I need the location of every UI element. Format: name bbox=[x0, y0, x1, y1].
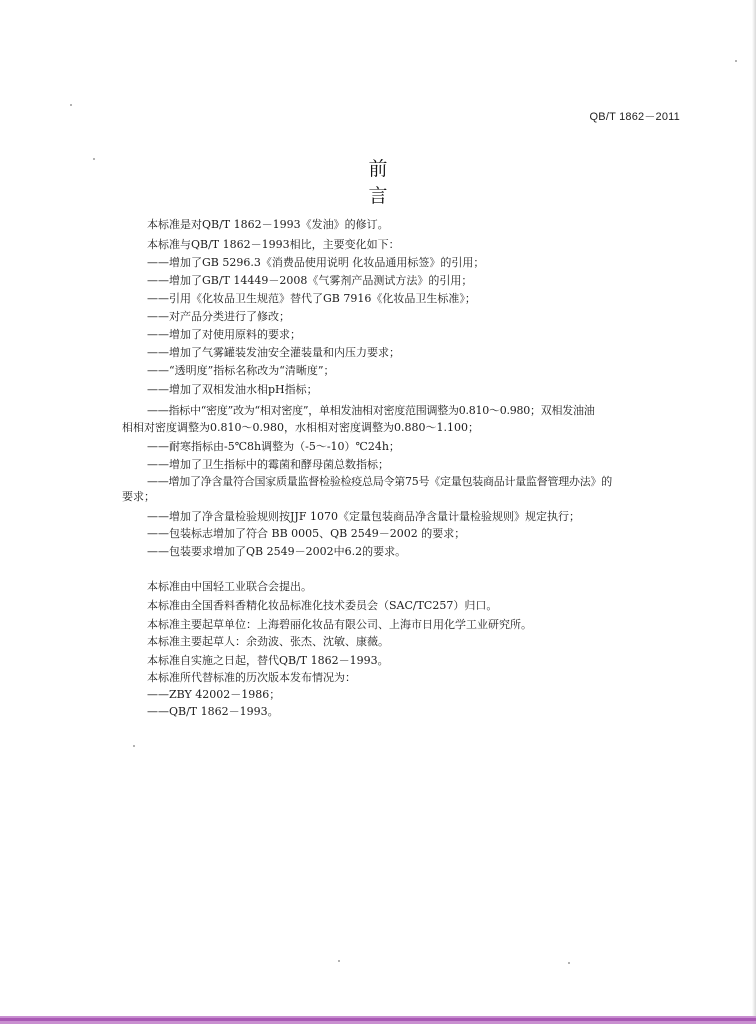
scan-speck bbox=[735, 60, 737, 62]
page-title: 前 言 bbox=[368, 158, 467, 207]
foreword-line: ——对产品分类进行了修改； bbox=[147, 310, 290, 323]
drafting-line: 本标准主要起草人：余劲波、张杰、沈敏、康薇。 bbox=[147, 635, 389, 648]
scan-speck bbox=[70, 104, 72, 106]
standard-code: QB/T 1862－2011 bbox=[589, 111, 680, 123]
drafting-line: 本标准自实施之日起，替代QB/T 1862－1993。 bbox=[147, 654, 389, 667]
scan-speck bbox=[568, 962, 570, 964]
foreword-line: ——引用《化妆品卫生规范》替代了GB 7916《化妆品卫生标准》； bbox=[147, 292, 476, 305]
drafting-line: 本标准所代替标准的历次版本发布情况为： bbox=[147, 671, 356, 684]
foreword-line: ——耐寒指标由-5℃8h调整为（-5～-10）℃24h； bbox=[147, 440, 400, 453]
foreword-line: 本标准是对QB/T 1862－1993《发油》的修订。 bbox=[147, 218, 389, 231]
foreword-line: ——增加了净含量符合国家质量监督检验检疫总局令第75号《定量包装商品计量监督管理办法》的 bbox=[147, 475, 612, 488]
foreword-line: ——指标中“密度”改为“相对密度”，单相发油相对密度范围调整为0.810～0.980；双相发油油 bbox=[147, 404, 595, 417]
scan-bottom-band-line bbox=[0, 1018, 756, 1021]
scan-speck bbox=[133, 745, 135, 747]
drafting-line: ——ZBY 42002－1986； bbox=[147, 688, 281, 701]
foreword-line: ——增加了净含量检验规则按JJF 1070《定量包装商品净含量计量检验规则》规定执行； bbox=[147, 510, 580, 523]
drafting-line: ——QB/T 1862－1993。 bbox=[147, 705, 279, 718]
foreword-line: ——增加了气雾罐装发油安全灌装量和内压力要求； bbox=[147, 346, 400, 359]
foreword-line: 本标准与QB/T 1862－1993相比，主要变化如下： bbox=[147, 238, 400, 251]
foreword-line: ——包装要求增加了QB 2549－2002中6.2的要求。 bbox=[147, 545, 407, 558]
foreword-line: ——增加了GB 5296.3《消费品使用说明 化妆品通用标签》的引用； bbox=[147, 256, 485, 269]
foreword-line: ——增加了对使用原料的要求； bbox=[147, 328, 301, 341]
scan-speck bbox=[338, 960, 340, 962]
foreword-line: ——增加了双相发油水相pH指标； bbox=[147, 383, 318, 396]
foreword-line-continuation: 要求； bbox=[122, 490, 155, 503]
drafting-line: 本标准由中国轻工业联合会提出。 bbox=[147, 580, 312, 593]
scan-edge-shadow bbox=[752, 0, 756, 1024]
drafting-line: 本标准主要起草单位：上海碧丽化妆品有限公司、上海市日用化学工业研究所。 bbox=[147, 618, 532, 631]
foreword-line: ——包装标志增加了符合 BB 0005、QB 2549－2002 的要求； bbox=[147, 527, 466, 540]
foreword-line: ——增加了GB/T 14449－2008《气雾剂产品测试方法》的引用； bbox=[147, 274, 473, 287]
drafting-line: 本标准由全国香料香精化妆品标准化技术委员会（SAC/TC257）归口。 bbox=[147, 599, 498, 612]
foreword-line: ——增加了卫生指标中的霉菌和酵母菌总数指标； bbox=[147, 458, 389, 471]
foreword-line: ——“透明度”指标名称改为“清晰度”； bbox=[147, 364, 335, 377]
foreword-line-continuation: 相相对密度调整为0.810～0.980，水相相对密度调整为0.880～1.100； bbox=[122, 421, 479, 434]
scan-speck bbox=[93, 158, 95, 160]
